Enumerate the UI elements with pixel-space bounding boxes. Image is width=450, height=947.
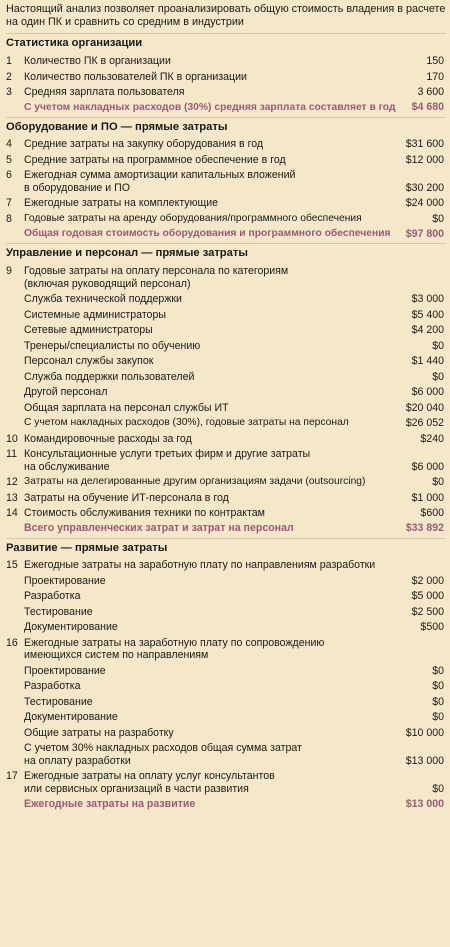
table-row	[6, 475, 446, 491]
row-value: $2 000	[411, 574, 444, 587]
row-label: Тестирование	[24, 695, 93, 708]
row-value: $6 000	[411, 386, 444, 399]
table-row	[6, 196, 446, 212]
row-value: 150	[426, 55, 444, 68]
row-value: $0	[432, 680, 444, 693]
row-value: $1 440	[411, 355, 444, 368]
total-row	[6, 100, 446, 117]
row-label: Персонал службы закупок	[24, 355, 154, 368]
row-label: Количество пользователей ПК в организации	[24, 70, 247, 83]
row-label: Проектирование	[24, 574, 106, 587]
row-number: 9	[6, 265, 12, 278]
row-label: Тестирование	[24, 605, 93, 618]
row-label: Сетевые администраторы	[24, 324, 153, 337]
table-row	[6, 447, 446, 475]
row-value: $6 000	[411, 460, 444, 473]
sub-row	[6, 573, 446, 589]
total-label: Всего управленческих затрат и затрат на персонал	[24, 522, 294, 535]
row-label: Консультационные услуги третьих фирм и другие затраты на обслуживание	[24, 448, 311, 473]
row-label: Ежегодные затраты на оплату услуг консультантов или сервисных организаций в части развития	[24, 770, 275, 795]
sub-row	[6, 604, 446, 620]
row-label: Командировочные расходы за год	[24, 432, 192, 445]
table-row	[6, 211, 446, 227]
row-value: $2 500	[411, 605, 444, 618]
section-title-hardware: Оборудование и ПО — прямые затраты	[6, 117, 446, 137]
total-value: $33 892	[405, 522, 444, 535]
sub-row	[6, 725, 446, 741]
table-row	[6, 264, 446, 292]
row-label: С учетом накладных расходов (30%), годовые затраты на персонал	[24, 417, 349, 429]
sub-row	[6, 338, 446, 354]
sub-row	[6, 663, 446, 679]
row-value: 170	[426, 70, 444, 83]
row-value: $0	[432, 212, 444, 225]
table-row	[6, 152, 446, 168]
row-label: Ежегодная сумма амортизации капитальных вложений в оборудование и ПО	[24, 169, 296, 194]
intro-text: Настоящий анализ позволяет проанализировать общую стоимость владения в расчете на один ПК и сравнить со средним в индустрии	[6, 3, 446, 28]
row-label: Годовые затраты на оплату персонала по категориям (включая руководящий персонал)	[24, 265, 289, 290]
row-value: $600	[420, 507, 444, 520]
sub-row	[6, 710, 446, 726]
row-label: Разработка	[24, 680, 81, 693]
table-row	[6, 85, 446, 101]
row-label: Служба технической поддержки	[24, 293, 182, 306]
row-label: Затраты на обучение ИТ-персонала в год	[24, 491, 229, 504]
total-value: $13 000	[405, 797, 444, 810]
row-label: Документирование	[24, 711, 118, 724]
row-value: $10 000	[405, 726, 444, 739]
row-value: $5 400	[411, 308, 444, 321]
row-label: Тренеры/специалисты по обучению	[24, 339, 201, 352]
row-label: Системные администраторы	[24, 308, 166, 321]
sub-row	[6, 589, 446, 605]
total-value: $4 680	[411, 101, 444, 114]
total-label: Общая годовая стоимость оборудования и программного обеспечения	[24, 228, 391, 240]
row-number: 3	[6, 86, 12, 99]
row-number: 7	[6, 197, 12, 210]
row-value: $0	[432, 664, 444, 677]
row-value: $0	[432, 782, 444, 795]
sub-row	[6, 620, 446, 636]
row-label: Годовые затраты на аренду оборудования/программного обеспечения	[24, 213, 362, 225]
sub-row	[6, 369, 446, 385]
row-value: $240	[420, 432, 444, 445]
table-row	[6, 635, 446, 663]
row-value: $12 000	[405, 153, 444, 166]
row-label: Служба поддержки пользователей	[24, 370, 195, 383]
section-title-development: Развитие — прямые затраты	[6, 538, 446, 558]
section-title-management: Управление и персонал — прямые затраты	[6, 243, 446, 263]
sub-row	[6, 354, 446, 370]
row-value: $5 000	[411, 590, 444, 603]
row-number: 12	[6, 476, 18, 489]
row-label: Количество ПК в организации	[24, 55, 171, 68]
row-number: 11	[6, 448, 17, 461]
row-label: Средние затраты на программное обеспечение в год	[24, 153, 286, 166]
row-number: 14	[6, 507, 18, 520]
row-label: Средние затраты на закупку оборудования в год	[24, 138, 264, 151]
row-label: Ежегодные затраты на заработную плату по сопровождению имеющихся систем по направлениям	[24, 636, 325, 662]
row-value: $4 200	[411, 324, 444, 337]
table-row	[6, 168, 446, 196]
row-value: $20 040	[405, 401, 444, 414]
row-number: 15	[6, 559, 18, 572]
row-label: Средняя зарплата пользователя	[24, 86, 185, 99]
row-value: $26 052	[405, 417, 444, 430]
table-row	[6, 490, 446, 506]
total-label: С учетом накладных расходов (30%) средняя зарплата составляет в год	[24, 101, 396, 113]
row-label: С учетом 30% накладных расходов общая сумма затрат на оплату разработки	[24, 742, 302, 767]
row-value: $24 000	[405, 197, 444, 210]
row-label: Ежегодные затраты на комплектующие	[24, 197, 219, 210]
row-value: $0	[432, 339, 444, 352]
row-number: 6	[6, 169, 12, 182]
total-row	[6, 521, 446, 538]
section-title-organization: Статистика организации	[6, 33, 446, 53]
row-label: Общая зарплата на персонал службы ИТ	[24, 401, 229, 414]
table-row	[6, 769, 446, 797]
sub-row	[6, 307, 446, 323]
row-value: $0	[432, 711, 444, 724]
row-value: $0	[432, 476, 444, 489]
sub-row	[6, 323, 446, 339]
row-value: $3 000	[411, 293, 444, 306]
row-number: 8	[6, 212, 12, 225]
total-value: $97 800	[405, 227, 444, 240]
row-value: $13 000	[405, 754, 444, 767]
row-value: $0	[432, 370, 444, 383]
row-value: 3 600	[417, 86, 444, 99]
row-label: Разработка	[24, 590, 81, 603]
row-label: Другой персонал	[24, 386, 108, 399]
sub-row	[6, 679, 446, 695]
sub-row	[6, 385, 446, 401]
row-number: 1	[6, 55, 12, 68]
row-label: Проектирование	[24, 664, 106, 677]
sub-row	[6, 416, 446, 432]
row-value: $30 200	[405, 181, 444, 194]
row-value: $0	[432, 695, 444, 708]
total-row	[6, 227, 446, 244]
table-row	[6, 431, 446, 447]
row-number: 13	[6, 491, 18, 504]
row-label: Затраты на делегированные другим организациям задачи (outsourcing)	[24, 476, 366, 488]
table-row	[6, 54, 446, 70]
sub-row	[6, 400, 446, 416]
sub-row	[6, 292, 446, 308]
row-label: Стоимость обслуживания техники по контрактам	[24, 507, 265, 520]
row-label: Общие затраты на разработку	[24, 726, 174, 739]
row-number: 10	[6, 432, 18, 445]
table-row	[6, 137, 446, 153]
table-row	[6, 558, 446, 574]
sub-row	[6, 741, 446, 769]
row-number: 17	[6, 770, 18, 783]
row-label: Ежегодные затраты на заработную плату по направлениям разработки	[24, 559, 376, 572]
row-number: 16	[6, 636, 18, 649]
total-row	[6, 797, 446, 814]
sub-row	[6, 694, 446, 710]
table-row	[6, 506, 446, 522]
row-value: $1 000	[411, 491, 444, 504]
row-number: 2	[6, 70, 12, 83]
row-label: Документирование	[24, 621, 118, 634]
row-number: 5	[6, 153, 12, 166]
row-number: 4	[6, 138, 12, 151]
row-value: $500	[420, 621, 444, 634]
total-label: Ежегодные затраты на развитие	[24, 797, 196, 810]
row-value: $31 600	[405, 138, 444, 151]
table-row	[6, 69, 446, 85]
